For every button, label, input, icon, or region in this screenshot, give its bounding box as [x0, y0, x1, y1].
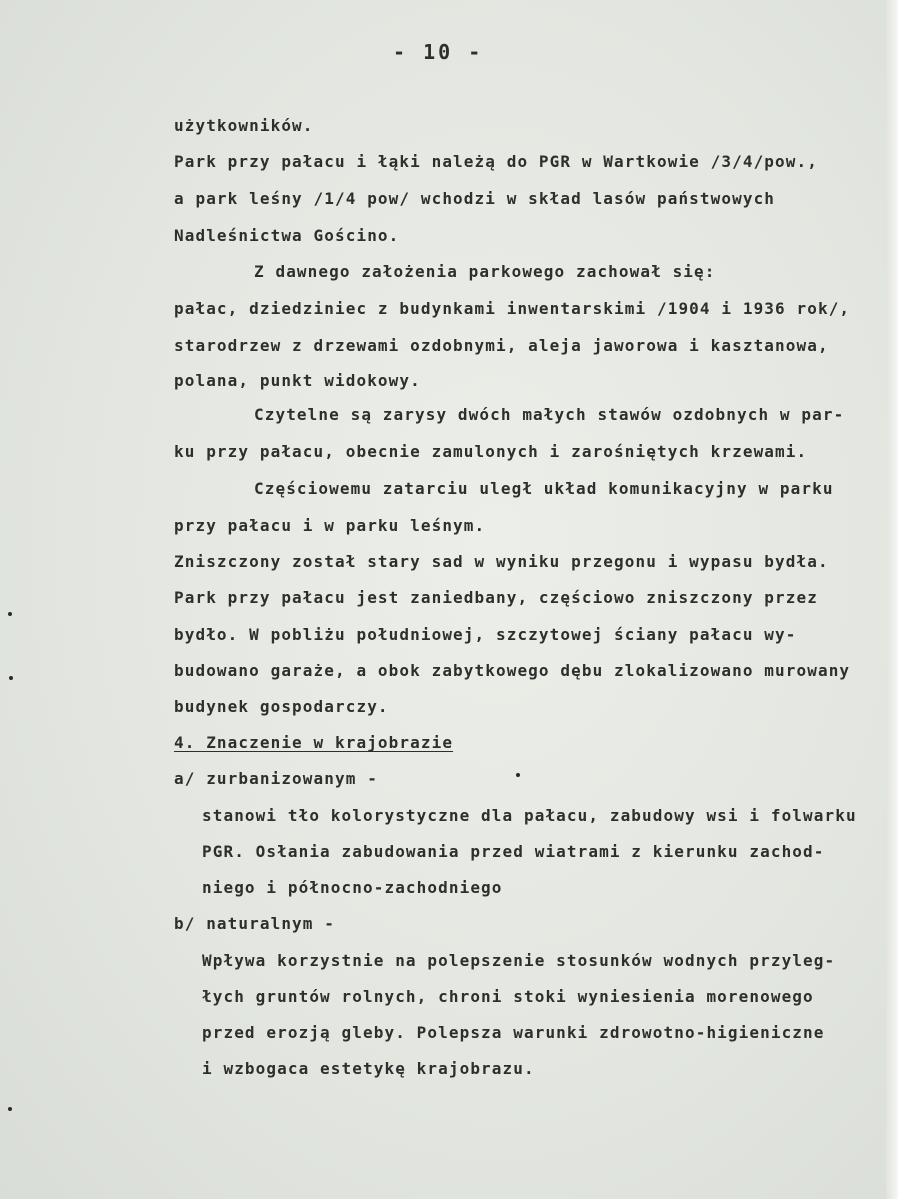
text-line: Zniszczony został stary sad w wyniku przegonu i wypasu bydła.: [174, 552, 829, 571]
list-item-label: a/ zurbanizowanym -: [174, 769, 378, 788]
text-line: Park przy pałacu i łąki należą do PGR w Wartkowie /3/4/pow.,: [174, 152, 818, 171]
text-line: polana, punkt widokowy.: [174, 371, 421, 390]
text-line: Nadleśnictwa Gościno.: [174, 226, 400, 245]
text-line: bydło. W pobliżu południowej, szczytowej ściany pałacu wy-: [174, 625, 797, 644]
text-line: pałac, dziedziniec z budynkami inwentarskimi /1904 i 1936 rok/,: [174, 299, 851, 318]
text-line: ku przy pałacu, obecnie zamulonych i zarośniętych krzewami.: [174, 442, 808, 461]
paragraph-first-line: Z dawnego założenia parkowego zachował się:: [254, 262, 716, 281]
text-line: budowano garaże, a obok zabytkowego dębu zlokalizowano murowany: [174, 661, 851, 680]
punch-mark: [9, 676, 13, 680]
indented-text-line: niego i północno-zachodniego: [202, 878, 503, 897]
indented-text-line: łych gruntów rolnych, chroni stoki wyniesienia morenowego: [202, 987, 814, 1006]
text-line: budynek gospodarczy.: [174, 697, 389, 716]
indented-text-line: Wpływa korzystnie na polepszenie stosunków wodnych przyleg-: [202, 951, 836, 970]
punch-mark: [516, 773, 520, 777]
text-line: przy pałacu i w parku leśnym.: [174, 516, 486, 535]
indented-text-line: stanowi tło kolorystyczne dla pałacu, zabudowy wsi i folwarku: [202, 806, 857, 825]
text-line: użytkowników.: [174, 116, 314, 135]
page-edge: [886, 0, 898, 1199]
indented-text-line: przed erozją gleby. Polepsza warunki zdrowotno-higieniczne: [202, 1023, 825, 1042]
punch-mark: [8, 612, 12, 616]
text-line: Park przy pałacu jest zaniedbany, częściowo zniszczony przez: [174, 588, 818, 607]
text-line: a park leśny /1/4 pow/ wchodzi w skład lasów państwowych: [174, 189, 776, 208]
page-number: - 10 -: [393, 40, 484, 64]
list-item-label: b/ naturalnym -: [174, 914, 335, 933]
text-line: starodrzew z drzewami ozdobnymi, aleja jaworowa i kasztanowa,: [174, 336, 829, 355]
paragraph-first-line: Częściowemu zatarciu uległ układ komunikacyjny w parku: [254, 479, 834, 498]
section-heading: 4. Znaczenie w krajobrazie: [174, 733, 454, 752]
indented-text-line: PGR. Osłania zabudowania przed wiatrami z kierunku zachod-: [202, 842, 825, 861]
indented-text-line: i wzbogaca estetykę krajobrazu.: [202, 1059, 535, 1078]
punch-mark: [8, 1107, 12, 1111]
paragraph-first-line: Czytelne są zarysy dwóch małych stawów ozdobnych w par-: [254, 405, 845, 424]
